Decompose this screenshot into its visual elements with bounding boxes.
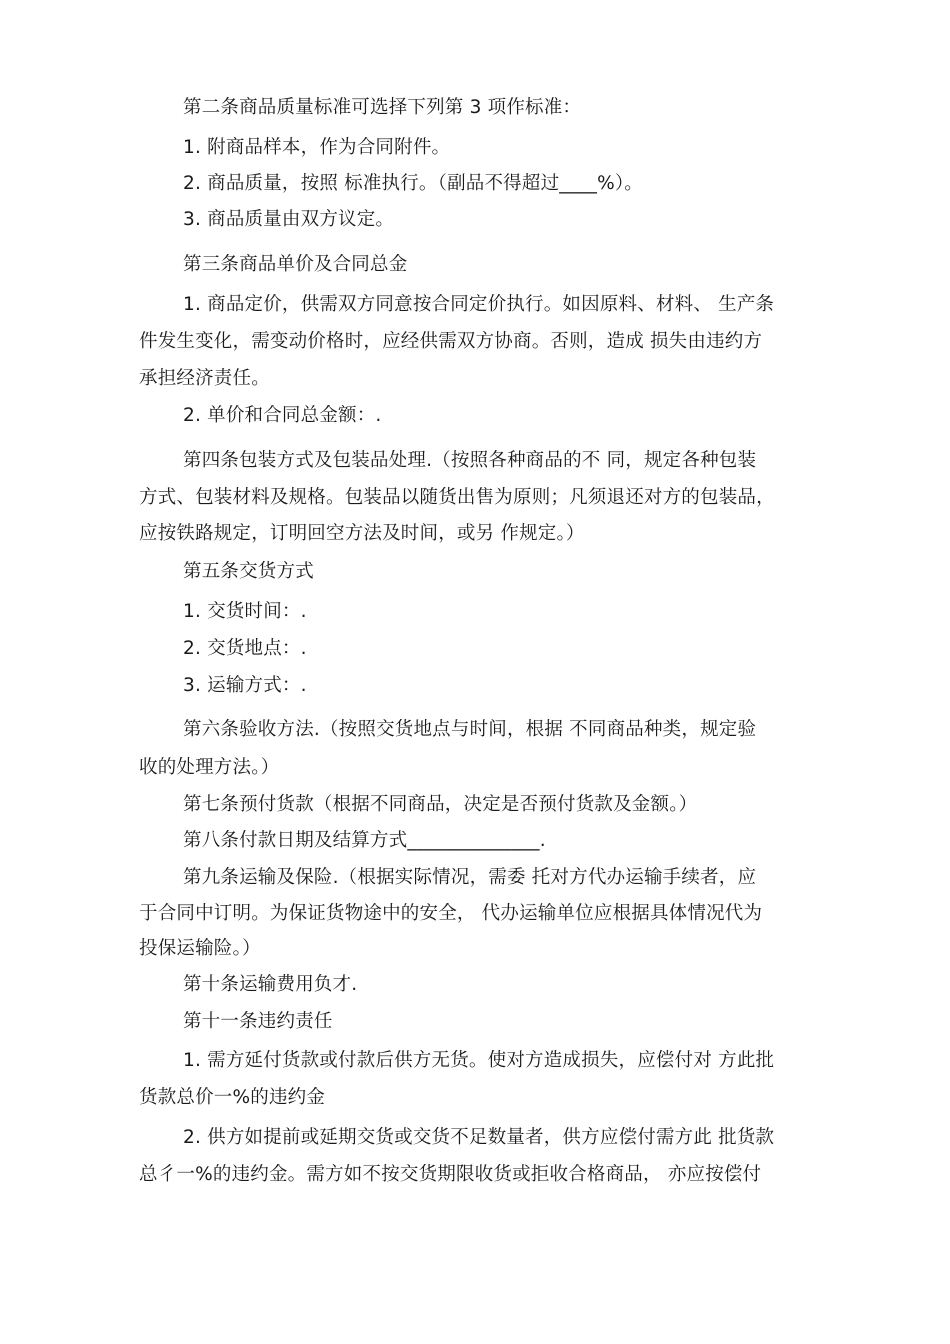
article-11-item-1-line-1: 1. 需方延付货款或付款后供方无货。使对方造成损失，应偿付对 方此批: [183, 1050, 775, 1071]
article-6-line-1: 第六条验收方法.（按照交货地点与时间，根据 不同商品种类，规定验: [183, 719, 757, 740]
article-3-item-1-line-2: 件发生变化，需变动价格时，应经供需双方协商。否则，造成 损失由违约方: [139, 331, 763, 352]
article-9-line-2: 于合同中订明。为保证货物途中的安全， 代办运输单位应根据具体情况代为: [139, 903, 763, 924]
article-11-item-1-line-2: 货款总价一%的违约金: [139, 1087, 326, 1108]
article-3-heading: 第三条商品单价及合同总金: [183, 254, 408, 275]
article-9-line-1: 第九条运输及保险.（根据实际情况，需委 托对方代办运输手续者，应: [183, 867, 757, 888]
article-5-item-3: 3. 运输方式：.: [183, 675, 307, 696]
article-11-heading: 第十一条违约责任: [183, 1011, 333, 1032]
article-4-line-1: 第四条包装方式及包装品处理.（按照各种商品的不 同，规定各种包装: [183, 450, 757, 471]
article-2-item-1: 1. 附商品样本，作为合同附件。: [183, 137, 451, 158]
article-2-item-3: 3. 商品质量由双方议定。: [183, 209, 395, 230]
article-5-item-2: 2. 交货地点：.: [183, 638, 307, 659]
article-8: 第八条付款日期及结算方式______________.: [183, 830, 546, 851]
article-11-item-2-line-1: 2. 供方如提前或延期交货或交货不足数量者，供方应偿付需方此 批货款: [183, 1127, 775, 1148]
article-10: 第十条运输费用负才.: [183, 974, 358, 995]
article-6-line-2: 收的处理方法。）: [139, 757, 280, 778]
article-7: 第七条预付货款（根据不同商品，决定是否预付货款及金额。）: [183, 794, 698, 815]
article-5-item-1: 1. 交货时间：.: [183, 601, 307, 622]
article-3-item-1-line-1: 1. 商品定价，供需双方同意按合同定价执行。如因原料、材料、 生产条: [183, 294, 775, 315]
article-2-heading: 第二条商品质量标准可选择下列第 3 项作标准：: [183, 97, 582, 118]
article-5-heading: 第五条交货方式: [183, 561, 314, 582]
article-2-item-2: 2. 商品质量，按照 标准执行。（副品不得超过____%）。: [183, 173, 643, 194]
article-4-line-3: 应按铁路规定，订明回空方法及时间，或另 作规定。）: [139, 523, 585, 544]
article-11-item-2-line-2: 总彳一%的违约金。需方如不按交货期限收货或拒收合格商品， 亦应按偿付: [139, 1164, 762, 1185]
article-9-line-3: 投保运输险。）: [139, 938, 261, 959]
article-3-item-2: 2. 单价和合同总金额：.: [183, 405, 382, 426]
article-4-line-2: 方式、包装材料及规格。包装品以随货出售为原则；凡须退还对方的包装品，: [139, 487, 775, 508]
article-3-item-1-line-3: 承担经济责任。: [139, 368, 270, 389]
